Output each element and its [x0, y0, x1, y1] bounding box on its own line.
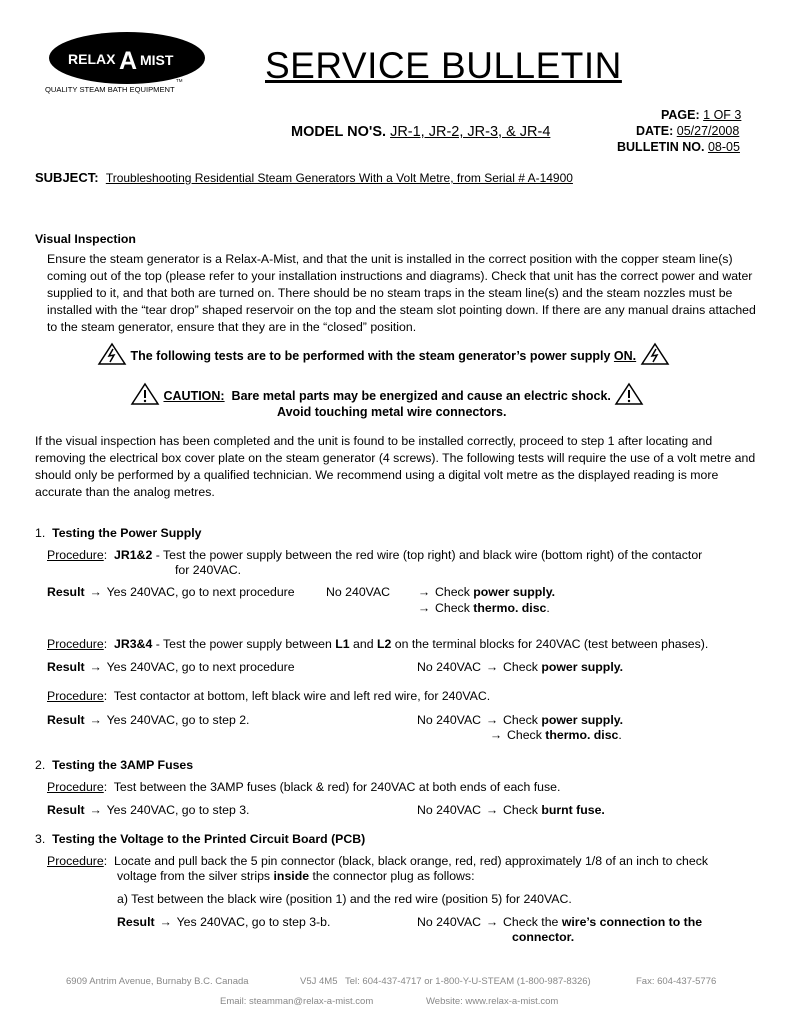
step3-procedure: Procedure: Locate and pull back the 5 pin connector (black, black orange, red, red) approximately 1/8 of an inch to check: [47, 854, 709, 868]
step1-result-1-check-2: → Check thermo. disc.: [417, 601, 550, 615]
footer-website: Website: www.relax-a-mist.com: [426, 996, 559, 1007]
step3-procedure-cont: voltage from the silver strips inside the connector plug as follows:: [117, 869, 475, 883]
step3-result-check-cont: connector.: [512, 930, 575, 944]
step3-result-no: No 240VAC → Check the wire’s connection to the: [417, 915, 703, 929]
step1-result-3-check-2: → Check thermo. disc.: [489, 728, 622, 742]
step1-procedure-3: Procedure: Test contactor at bottom, left black wire and left red wire, for 240VAC.: [47, 689, 491, 703]
caution-icon: [614, 389, 644, 403]
lightning-warning-icon: [97, 349, 127, 363]
power-on-warning: The following tests are to be performed with the steam generator’s power supply ON.: [97, 342, 670, 366]
step1-result-2-no: No 240VAC → Check power supply.: [417, 660, 624, 674]
step1-result-1-check-1: → Check power supply.: [417, 585, 556, 599]
logo-word-relax: RELAX: [68, 51, 116, 67]
footer-address: 6909 Antrim Avenue, Burnaby B.C. Canada: [66, 976, 249, 987]
logo-tm: TM: [176, 78, 183, 83]
step3-sub-a: a) Test between the black wire (position 1) and the red wire (position 5) for 240VAC.: [117, 892, 572, 906]
step1-heading: 1. Testing the Power Supply: [35, 526, 202, 540]
step2-heading: 2. Testing the 3AMP Fuses: [35, 758, 194, 772]
bulletin-number: BULLETIN NO. 08-05: [617, 140, 740, 154]
footer-telephone: Tel: 604-437-4717 or 1-800-Y-U-STEAM (1-800-987-8326): [345, 976, 591, 987]
step2-result: Result → Yes 240VAC, go to step 3.: [47, 803, 250, 817]
caution-icon: [130, 389, 160, 403]
step1-procedure-1: Procedure: JR1&2 - Test the power supply between the red wire (top right) and black wire (bottom right) of the contactor: [47, 548, 703, 562]
step3-result: Result → Yes 240VAC, go to step 3-b.: [117, 915, 331, 929]
subject-line: SUBJECT: Troubleshooting Residential Steam Generators With a Volt Metre, from Serial # A-14900: [35, 170, 573, 185]
step1-result-2: Result → Yes 240VAC, go to next procedure: [47, 660, 295, 674]
lightning-warning-icon: [640, 349, 670, 363]
footer-fax: Fax: 604-437-5776: [636, 976, 717, 987]
step2-procedure: Procedure: Test between the 3AMP fuses (black & red) for 240VAC at both ends of each fuse.: [47, 780, 561, 794]
step2-result-no: No 240VAC → Check burnt fuse.: [417, 803, 605, 817]
step1-result-3-no: No 240VAC → Check power supply.: [417, 713, 624, 727]
step3-heading: 3. Testing the Voltage to the Printed Circuit Board (PCB): [35, 832, 366, 846]
visual-inspection-heading: Visual Inspection: [35, 232, 136, 246]
footer-email: Email: steamman@relax-a-mist.com: [220, 996, 374, 1007]
logo-word-mist: MIST: [140, 52, 174, 68]
bulletin-date: DATE: 05/27/2008: [636, 124, 740, 138]
page-title: SERVICE BULLETIN: [265, 45, 622, 86]
relax-a-mist-logo: [40, 30, 215, 98]
logo-word-a: A: [119, 47, 138, 75]
step1-result-1-no: No 240VAC: [326, 585, 391, 599]
caution-line-2: Avoid touching metal wire connectors.: [277, 405, 507, 419]
step1-procedure-2: Procedure: JR3&4 - Test the power supply between L1 and L2 on the terminal blocks for 240VAC (test between phases).: [47, 637, 709, 651]
model-numbers: MODEL NO'S. JR-1, JR-2, JR-3, & JR-4: [291, 124, 551, 140]
page-number: PAGE: 1 OF 3: [661, 108, 742, 122]
step1-result-1: Result → Yes 240VAC, go to next procedure: [47, 585, 295, 599]
visual-inspection-text: Ensure the steam generator is a Relax-A-Mist, and that the unit is installed in the correct position with the copper steam line(s) coming out of the top (please refer to your installation instructions and diagrams). Check that unit has the correct power and water supplied to it, and that both are turned on. There should be no steam traps in the steam line(s) and the steam nozzles must be installed with the “tear drop” shaped reservoir on the top and the steam slot pointing down. If there are any manual drains attached to the steam generator, ensure that they are in the “closed” position.: [47, 252, 756, 334]
logo-tagline: QUALITY STEAM BATH EQUIPMENT: [45, 85, 175, 94]
caution-warning: CAUTION: Bare metal parts may be energized and cause an electric shock.: [130, 382, 644, 406]
step1-procedure-1-cont: for 240VAC.: [175, 563, 242, 577]
intro-paragraph: If the visual inspection has been completed and the unit is found to be installed correctly, proceed to step 1 after locating and removing the electrical box cover plate on the steam generator (4 screws). The following tests will require the use of a volt metre and should only be performed by a qualified technician. We recommend using a digital volt metre as the displayed reading is more accurate than the analog metres.: [35, 434, 756, 499]
step1-result-3: Result → Yes 240VAC, go to step 2.: [47, 713, 250, 727]
footer-postal: V5J 4M5: [300, 976, 338, 987]
